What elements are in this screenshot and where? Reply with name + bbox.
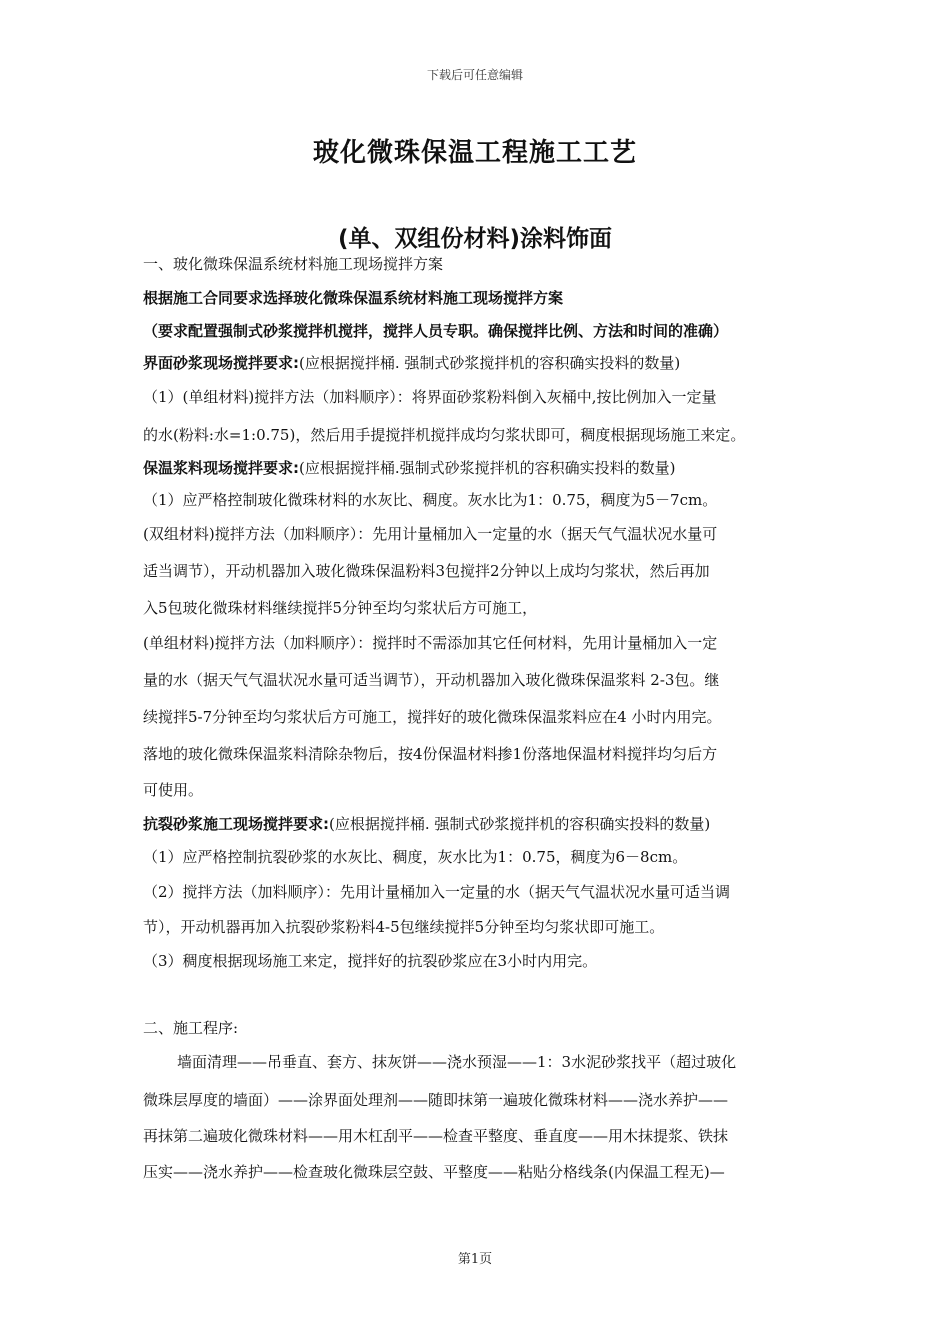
section1-bold-line-1: 根据施工合同要求选择玻化微珠保温系统材料施工现场搅拌方案	[143, 289, 564, 307]
insulation-paragraph-line: 量的水（据天气气温状况水量可适当调节），开动机器加入玻化微珠保温浆料 2-3包。继	[143, 671, 720, 689]
interface-paragraph-line: 的水(粉料:水=1:0.75)，然后用手提搅拌机搅拌成均匀浆状即可，稠度根据现场施工来定。	[143, 426, 746, 444]
crack-paragraph-line: （2）搅拌方法（加料顺序）：先用计量桶加入一定量的水（据天气气温状况水量可适当调	[143, 883, 731, 901]
insulation-label: 保温浆料现场搅拌要求:	[143, 459, 299, 477]
procedure-line: 微珠层厚度的墙面）——涂界面处理剂——随即抹第一遍玻化微珠材料——浇水养护——	[143, 1091, 729, 1109]
crack-paragraph-line: （1）应严格控制抗裂砂浆的水灰比、稠度，灰水比为1：0.75，稠度为6－8cm。	[143, 848, 688, 866]
page-number: 第1页	[457, 1252, 493, 1267]
crack-paragraph-line: 节），开动机器再加入抗裂砂浆粉料4-5包继续搅拌5分钟至均匀浆状即可施工。	[143, 918, 665, 936]
interface-label: 界面砂浆现场搅拌要求:	[143, 354, 299, 372]
section1-bold-line-2: （要求配置强制式砂浆搅拌机搅拌，搅拌人员专职。确保搅拌比例、方法和时间的准确）	[143, 322, 729, 340]
crack-requirement	[143, 813, 811, 834]
insulation-paragraph-line: 续搅拌5-7分钟至均匀浆状后方可施工，搅拌好的玻化微珠保温浆料应在4 小时内用完。	[143, 708, 722, 726]
procedure-line: 再抹第二遍玻化微珠材料——用木杠刮平——检查平整度、垂直度——用木抹提浆、铁抹	[143, 1127, 729, 1145]
insulation-text: (应根据搅拌桶.强制式砂浆搅拌机的容积确实投料的数量)	[299, 459, 676, 477]
procedure-line: 压实——浇水养护——检查玻化微珠层空鼓、平整度——粘贴分格线条(内保温工程无)—	[143, 1163, 725, 1181]
header-note: 下载后可任意编辑	[426, 68, 523, 82]
interface-requirement	[143, 352, 811, 373]
document-subtitle: (单、双组份材料)涂料饰面	[337, 226, 613, 252]
insulation-paragraph-line: 落地的玻化微珠保温浆料清除杂物后，按4份保温材料掺1份落地保温材料搅拌均匀后方	[143, 745, 718, 763]
crack-paragraph-line: （3）稠度根据现场施工来定，搅拌好的抗裂砂浆应在3小时内用完。	[143, 952, 598, 970]
section1-heading: 一、玻化微珠保温系统材料施工现场搅拌方案	[143, 255, 444, 273]
procedure-line: 墙面清理——吊垂直、套方、抹灰饼——浇水预湿——1：3水泥砂浆找平（超过玻化	[177, 1053, 737, 1071]
insulation-paragraph-line: 入5包玻化微珠材料继续搅拌5分钟至均匀浆状后方可施工，	[143, 599, 538, 617]
insulation-paragraph-line: 适当调节），开动机器加入玻化微珠保温粉料3包搅拌2分钟以上成均匀浆状，然后再加	[143, 562, 710, 580]
section2-heading: 二、施工程序:	[143, 1019, 239, 1037]
insulation-paragraph-line: （1）应严格控制玻化微珠材料的水灰比、稠度。灰水比为1：0.75，稠度为5－7cm。	[143, 491, 718, 509]
insulation-requirement	[143, 457, 811, 478]
interface-text: (应根据搅拌桶. 强制式砂浆搅拌机的容积确实投料的数量)	[299, 354, 681, 372]
document-title: 玻化微珠保温工程施工工艺	[312, 138, 637, 168]
insulation-paragraph-line: 可使用。	[143, 781, 204, 799]
insulation-paragraph-line: (单组材料)搅拌方法（加料顺序）：搅拌时不需添加其它任何材料，先用计量桶加入一定	[143, 634, 718, 652]
interface-paragraph-line: （1）(单组材料)搅拌方法（加料顺序）：将界面砂浆粉料倒入灰桶中,按比例加入一定量	[143, 388, 717, 406]
crack-text: (应根据搅拌桶. 强制式砂浆搅拌机的容积确实投料的数量)	[329, 815, 711, 833]
crack-label: 抗裂砂浆施工现场搅拌要求:	[143, 815, 329, 833]
insulation-paragraph-line: (双组材料)搅拌方法（加料顺序）：先用计量桶加入一定量的水（据天气气温状况水量可	[143, 525, 718, 543]
